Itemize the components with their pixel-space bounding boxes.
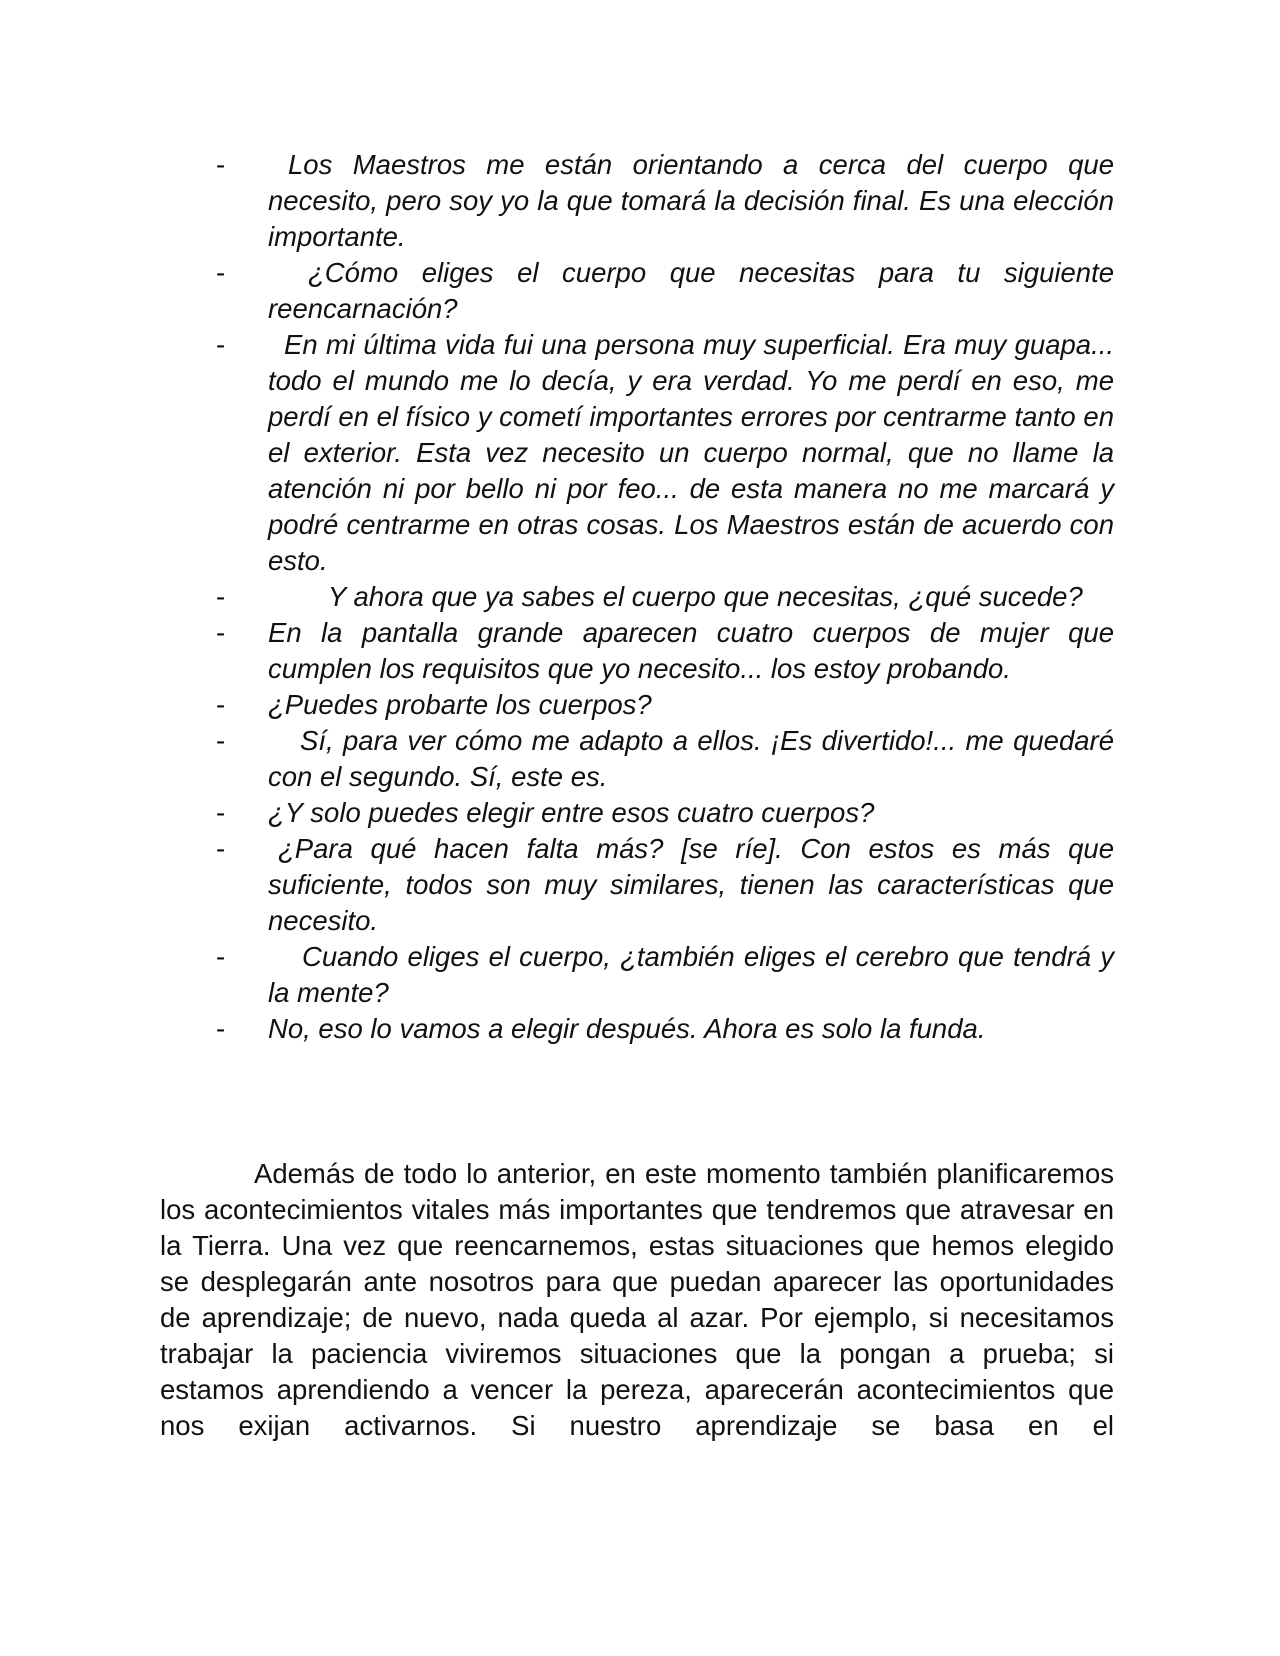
dialogue-text: ¿Puedes probarte los cuerpos?: [268, 689, 652, 720]
dialogue-dash: -: [216, 617, 226, 648]
dialogue-dash: -: [216, 581, 226, 612]
dialogue-text: Y ahora que ya sabes el cuerpo que necesitas, ¿qué sucede?: [328, 581, 1083, 612]
dialogue-text: Cuando eliges el cuerpo, ¿también eliges el cerebro que tendrá y la mente?: [268, 941, 1114, 1008]
dialogue-dash: -: [216, 329, 226, 360]
dialogue-dash: -: [216, 689, 226, 720]
dialogue-dash: -: [216, 797, 226, 828]
dialogue-text: En mi última vida fui una persona muy superficial. Era muy guapa... todo el mundo me lo decía, y era verdad. Yo me perdí en eso, me perdí en el físico y cometí importantes errores por centrarme tanto en el exterior. Esta vez necesito un cuerpo normal, que no llame la atención ni por bello ni por feo... de esta manera no me marcará y podré centrarme en otras cosas. Los Maestros están de acuerdo con esto.: [268, 329, 1114, 576]
dialogue-text: ¿Y solo puedes elegir entre esos cuatro cuerpos?: [268, 797, 875, 828]
dialogue-text: ¿Cómo eliges el cuerpo que necesitas para tu siguiente reencarnación?: [268, 257, 1114, 324]
dialogue-line: [214, 255, 1114, 327]
dialogue-dash: -: [216, 257, 226, 288]
dialogue-dash: -: [216, 941, 226, 972]
dialogue-line: [214, 147, 1114, 255]
dialogue-line: [214, 1011, 1114, 1047]
dialogue-dash: -: [216, 1013, 226, 1044]
dialogue-line: [214, 687, 1114, 723]
dialogue-line: [214, 579, 1114, 615]
dialogue-list: [214, 147, 1114, 1047]
dialogue-text: Sí, para ver cómo me adapto a ellos. ¡Es divertido!... me quedaré con el segundo. Sí, este es.: [268, 725, 1114, 792]
dialogue-dash: -: [216, 725, 226, 756]
dialogue-line: [214, 615, 1114, 687]
dialogue-text: Los Maestros me están orientando a cerca del cuerpo que necesito, pero soy yo la que tomará la decisión final. Es una elección importante.: [268, 149, 1114, 252]
dialogue-line: [214, 723, 1114, 795]
dialogue-line: [214, 327, 1114, 579]
dialogue-text: En la pantalla grande aparecen cuatro cuerpos de mujer que cumplen los requisitos que yo necesito... los estoy probando.: [268, 617, 1114, 684]
dialogue-line: [214, 831, 1114, 939]
dialogue-text: ¿Para qué hacen falta más? [se ríe]. Con estos es más que suficiente, todos son muy similares, tienen las características que necesito.: [268, 833, 1114, 936]
dialogue-text: No, eso lo vamos a elegir después. Ahora es solo la funda.: [268, 1013, 986, 1044]
dialogue-dash: -: [216, 833, 226, 864]
dialogue-line: [214, 939, 1114, 1011]
dialogue-line: [214, 795, 1114, 831]
body-paragraph: Además de todo lo anterior, en este momento también planificaremos los acontecimientos vitales más importantes que tendremos que atravesar en la Tierra. Una vez que reencarnemos, estas situaciones que hemos elegido se desplegarán ante nosotros para que puedan aparecer las oportunidades de aprendizaje; de nuevo, nada queda al azar. Por ejemplo, si necesitamos trabajar la paciencia viviremos situaciones que la pongan a prueba; si estamos aprendiendo a vencer la pereza, aparecerán acontecimientos que nos exijan activarnos. Si nuestro aprendizaje se basa en el: [160, 1158, 1114, 1441]
dialogue-dash: -: [216, 149, 226, 180]
